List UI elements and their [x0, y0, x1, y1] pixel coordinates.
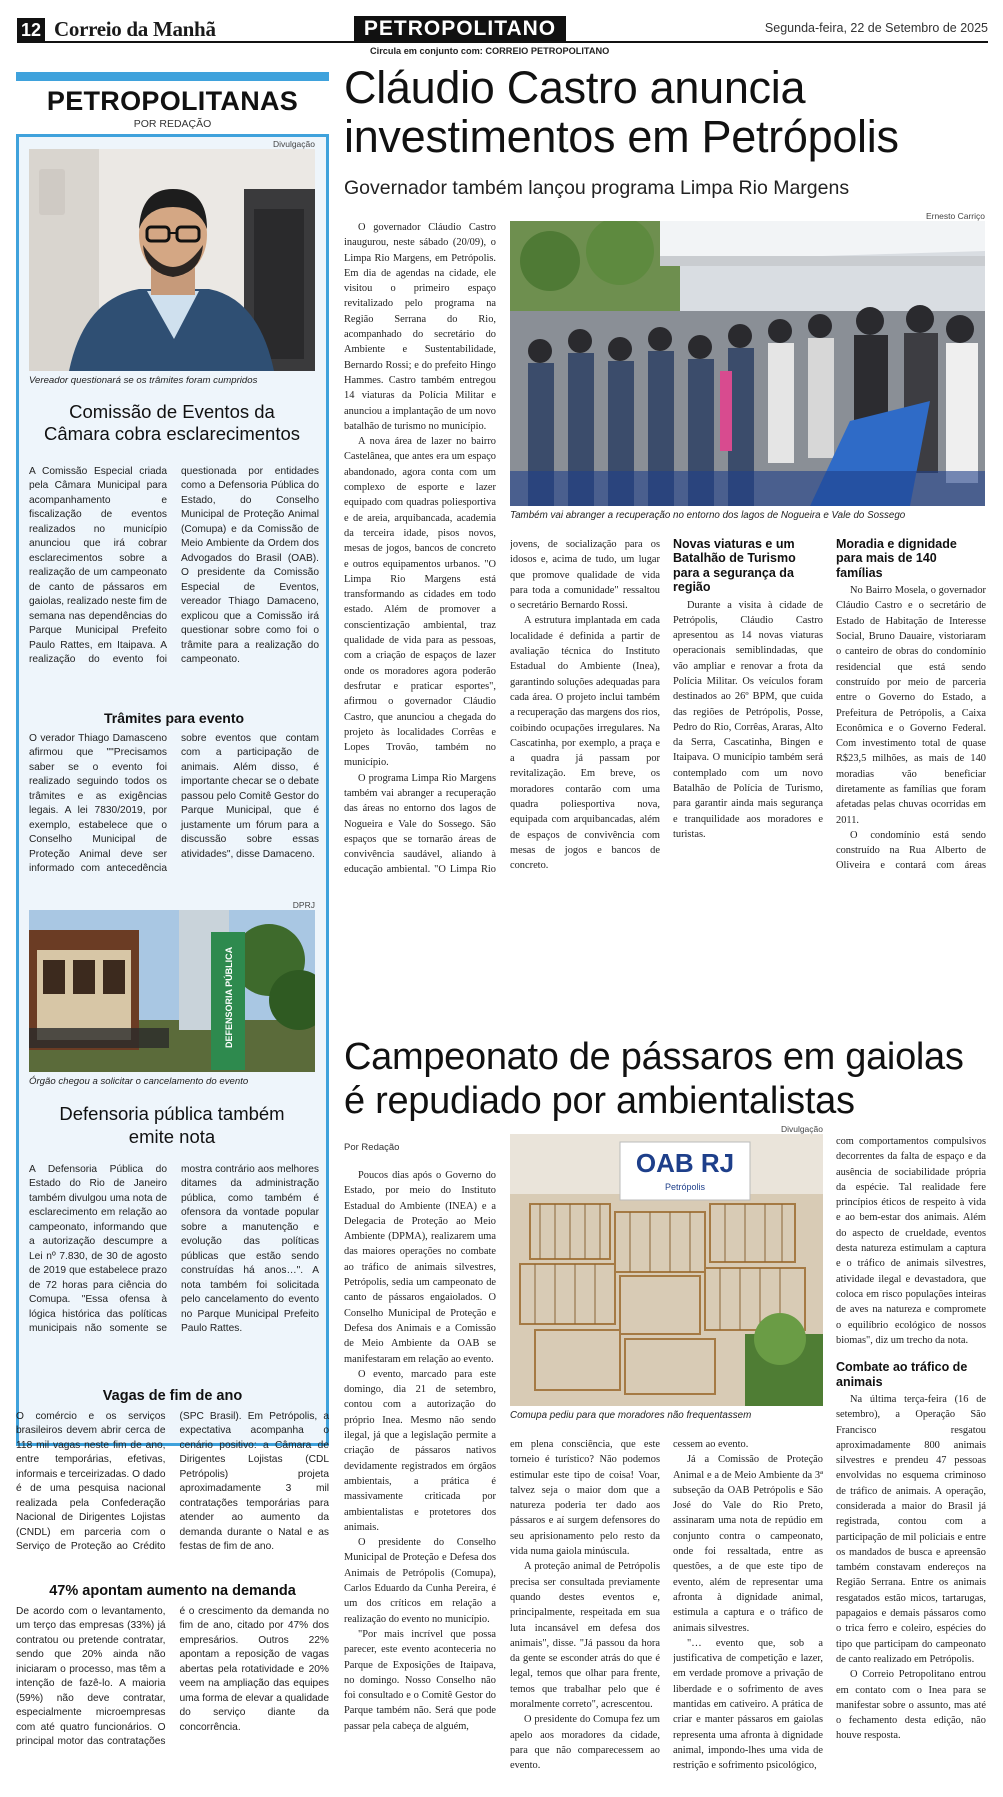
cages-photo	[510, 1134, 823, 1406]
sidebar	[16, 72, 329, 1785]
article-paragraph: "Por mais incrível que possa parecer, este evento aconteceria no Parque de Exposições de Itaipava, no domingo. Nosso Conselho não foi consultado e o Comitê Gestor do Parque também não. Será que pode passar pela cabeça de alguém,	[344, 1628, 496, 1732]
article-paragraph: O presidente do Conselho Municipal de Proteção e Defesa dos Animais de Petrópolis (Comupa), Carlos Eduardo da Cunha Pereira, é um dos críticos em relação a realização do evento no município.	[344, 1537, 496, 1625]
article-column	[836, 1134, 986, 1787]
article-subhead: Novas viaturas e um Batalhão de Turismo para a segurança da região	[673, 537, 796, 595]
story-paragraph: A Comissão Especial criada pela Câmara Municipal para acompanhamento e fiscalização de eventos realizados no município anunciou que irá cobrar esclarecimentos sobre a realização de um campeonato de canto de pássaros em gaiolas, realizado neste fim de semana nas dependências do Parque Municipal Prefeito Paulo Rattes, em Itaipava. A realização do evento foi questionada por entidades como a Defensoria Pública do Estado, do Conselho Municipal de Proteção Animal (Comupa) e da Comissão de Meio Ambiente da Ordem dos Advogados do Brasil (OAB). O presidente da Comissão Especial de Eventos, vereador Thiago Damaceno, explicou que a Comissão irá questionar sobre como foi o trâmite para a realização do campeonato.	[29, 466, 319, 666]
cages-illustration	[510, 1134, 823, 1406]
story-subhead: 47% apontam aumento na demanda	[49, 1583, 296, 1599]
article-subhead: Moradia e dignidade para mais de 140 famílias	[836, 537, 957, 580]
article-paragraph: O evento, marcado para este domingo, dia 21 de setembro, contou com a autorização do próprio Inea. Mesmo não sendo ilegal, já que a legislação permite a criação de pássaros nativos devidamente registrados em órgãos ambientais, a prática é massivamente criticada por ambientalistas e protetores dos animais.	[344, 1368, 496, 1533]
story-body	[29, 465, 319, 710]
photo-caption: Órgão chegou a solicitar o cancelamento do evento	[29, 1076, 249, 1087]
article-column	[510, 537, 660, 875]
sign-subtext: Petrópolis	[664, 1182, 706, 1192]
story-body	[16, 1410, 329, 1565]
article-column	[673, 1437, 823, 1787]
story-body	[29, 1163, 319, 1377]
second-byline: Por Redação	[344, 1142, 400, 1153]
councilman-photo	[29, 149, 315, 371]
story-headline: Comissão de Eventos da Câmara cobra esclarecimentos	[43, 401, 301, 445]
article-paragraph: Durante a visita à cidade de Petrópolis, Cláudio Castro apresentou as 14 novas viaturas operacionais semiblindadas, que vão ampliar e renovar a frota da Polícia Militar. Os veículos foram destinados ao 26º BPM, que cuida das regiões de Petrópolis, Posse, Pedro do Rio, Corrêas, Araras, Alto da Serra, Cascatinha, Bingen e Itaipava. O município também será contemplado com um novo Batalhão de Polícia de Turismo, para garantir ainda mais segurança e tranquilidade aos moradores e turistas.	[673, 599, 823, 840]
photo-credit: Divulgação	[780, 1124, 823, 1134]
article-subhead: Combate ao tráfico de animais	[836, 1360, 968, 1389]
article-column	[344, 1168, 496, 1786]
story-paragraph: De acordo com o levantamento, um terço das empresas (33%) já contratou ou pretende contratar, sendo que 20% ainda não iniciaram o processo, mas têm a intenção de fazê-lo. A maioria (59%) não deve contratar, especialmente microempresas com até quatro funcionários. O principal motor das contratações é o crescimento da demanda no fim de ano, citado por 47% dos empresários. Outros 22% apontam a reposição de vagas abertas pela rotatividade e 20% veem na ampliação das equipes uma forma de elevar a qualidade do serviço diante da concorrência.	[16, 1606, 329, 1748]
article-paragraph: Já a Comissão de Proteção Animal e a de Meio Ambiente da 3ª subseção da OAB Petrópolis e São José do Vale do Rio Preto, assinaram uma nota de repúdio em conjunto contra o campeonato, onde foi ressaltada, entre as questões, a de que este tipo de evento, além de representar uma afronta à dignidade animal, estimula a captura e o tráfico de animais silvestres.	[673, 1454, 823, 1634]
photo-caption: Vereador questionará se os trâmites foram cumpridos	[29, 375, 258, 386]
newspaper-name: Correio da Manhã	[54, 17, 216, 41]
article-paragraph: A nova área de lazer no bairro Castelânea, que antes era um espaço abandonado, agora conta com um complexo de esporte e lazer equipado com quadras poliesportiva e de areia, arquibancada, academia da terceira idade, pisos novos, mesas de jogos, bancos de concreto e outros equipamentos urbanos. "O Limpa Rio Margens está transformando as cidades em todo estado. Além de promover a conscientização ambiental, traz qualidade de vida para as pessoas, com a criação de espaços de lazer onde os moradores agora poderão desfrutar e praticar esportes", afirmou o governador Cláudio Castro, que anunciou a chegada do projeto às localidades Corrêas e Lopes Trovão, também no município.	[344, 436, 496, 769]
article-paragraph: com comportamentos compulsivos decorrentes da falta de espaço e da ausência de sociabilidade própria da espécie. Tal realidade fere princípios éticos de respeito à vida e ao bem-estar dos animais. Além do aspecto de crueldade, eventos desta natureza estimulam a captura e o tráfico de animais silvestres, atividade ilegal e devastadora, que coloca em risco populações inteiras de aves na natureza e compromete o equilíbrio ecológico de nossos biomas", diz um trecho da nota.	[836, 1136, 986, 1346]
article-column	[344, 220, 496, 875]
sidebar-title: PETROPOLITANAS	[46, 86, 299, 116]
article-column	[836, 537, 986, 875]
circulation-note	[370, 46, 609, 56]
circulation-name: CORREIO PETROPOLITANO	[485, 46, 610, 56]
photo-credit: Divulgação	[272, 139, 315, 149]
article-paragraph: Poucos dias após o Governo do Estado, por meio do Instituto Estadual do Ambiente (INEA) e a Delegacia de Proteção ao Meio Ambiente (DPMA), realizarem uma das maiores operações no combate ao tráfico de animais silvestres, Petrópolis, sedia um campeonato de canto de pássaros engaiolados. O Conselho Municipal de Proteção e Defesa dos Animais e a Comissão de Meio Ambiente da OAB se manifestaram em relação ao evento.	[344, 1170, 496, 1365]
sidebar-byline: POR REDAÇÃO	[133, 118, 212, 130]
article-paragraph: em plena consciência, que este torneio é turístico? Não podemos estimular este tipo de coisa! Voar, talvez seja o maior dom que a natureza poderia ter dado aos pássaros e aí surgem defensores do seu aprisionamento pelo resto da vida numa gaiola minúscula.	[510, 1439, 660, 1558]
councilman-illustration	[29, 149, 315, 371]
article-column	[673, 537, 823, 875]
event-photo	[510, 221, 985, 506]
main-deck: Governador também lançou programa Limpa Rio Margens	[344, 177, 850, 199]
main-headline: Cláudio Castro anuncia investimentos em Petrópolis	[344, 62, 899, 162]
story-headline: Defensoria pública também emite nota	[59, 1103, 285, 1148]
article-paragraph: O governador Cláudio Castro inaugurou, neste sábado (20/09), o Limpa Rio Margens, em Petrópolis. Em dia de agendas na cidade, ele visitou o primeiro espaço revitalizado pelo programa na Região Serrana do Rio, acompanhado do secretário do Ambiente e Sustentabilidade, Bernardo Rossi; e do prefeito Hingo Hammes. Castro também entregou 14 viaturas da Polícia Militar e anunciou a implantação de um novo batalhão de turismo no município.	[344, 222, 496, 432]
sign-text: DEFENSORIA PÚBLICA	[224, 946, 234, 1048]
article-paragraph: A estrutura implantada em cada localidade é definida a partir de avaliação técnica do Instituto Estadual do Ambiente (Inea), garantindo soluções adequadas para cada área. O projeto inclui também a recuperação das margens dos rios, coibindo ocupações irregulares. Na Cascatinha, por exemplo, a praça e a quadra já passam por revitalização. Em breve, os moradores contarão com uma quadra poliesportiva nova, equipada com arquibancadas, além de espaços de convivência com mesas de jogos e bancos de concreto.	[510, 615, 660, 872]
article-paragraph: jovens, de socialização para os idosos e, acima de tudo, um lugar que promove qualidade de vida para toda a comunidade" ressaltou o secretário Bernardo Rossi.	[510, 539, 660, 612]
page-header	[0, 0, 1003, 60]
article-paragraph: O condomínio está sendo construído na Rua Alberto de Oliveira e contará com áreas	[836, 829, 986, 872]
circulation-prefix: Circula em conjunto com:	[370, 46, 483, 56]
page-number: 12	[17, 18, 45, 42]
sidebar-top-bar	[16, 72, 329, 81]
article-paragraph: O Correio Petropolitano entrou em contato com o Inea para se manifestar sobre o assunto, mas até o fechamento desta edição, não houve resposta.	[836, 1669, 986, 1742]
article-paragraph: cessem ao evento.	[673, 1439, 749, 1450]
story-body	[29, 732, 319, 892]
story-body	[16, 1605, 329, 1780]
event-illustration	[510, 221, 985, 506]
second-headline: Campeonato de pássaros em gaiolas é repudiado por ambientalistas	[344, 1036, 964, 1122]
article-paragraph: O presidente do Comupa fez um apelo aos moradores da cidade, para que não comparecessem ao evento.	[510, 1714, 660, 1772]
header-rule	[17, 41, 988, 43]
defensoria-illustration	[29, 910, 315, 1072]
article-paragraph: No Bairro Mosela, o governador Cláudio Castro e o secretário de Estado de Habitação de Interesse Social, Bruno Dauaire, vistoriaram o canteiro de obras do condomínio residencial que está sendo construído por meio de parceria entre o Governo do Estado, a Prefeitura de Petrópolis, a Caixa Econômica e o Governo Federal. Com investimento total de quase R$23,5 milhões, as mais de 140 moradias vão beneficiar diretamente as famílias que foram afetadas pelas chuvas ocorridas em 2011.	[836, 585, 986, 826]
story-paragraph: O verador Thiago Damasceno afirmou que ""Precisamos saber se o evento foi realizado seguindo todos os trâmites e as exigências legais. A lei 7830/2019, por exemplo, estabelece que o Conselho Municipal de Proteção Animal deve ser informado com antecedência sobre eventos que contam com a participação de animais. Além disso, é importante checar se o debate passou pelo Comitê Gestor do Parque Municipal, que é justamente um fórum para a discussão sobre essas atividades", disse Damaceno.	[29, 733, 319, 875]
issue-date: Segunda-feira, 22 de Setembro de 2025	[764, 21, 988, 35]
photo-caption: Comupa pediu para que moradores não frequentassem	[510, 1410, 752, 1421]
sign-text: OAB RJ	[635, 1148, 735, 1178]
story-paragraph: O comércio e os serviços brasileiros devem abrir cerca de 118 mil vagas neste fim de ano, entre temporárias, efetivas, informais e terceirizadas. O dado é de uma pesquisa nacional realizada pela Confederação Nacional de Dirigentes Lojistas (CNDL) em parceria com o Serviço de Proteção ao Crédito (SPC Brasil). Em Petrópolis, a expectativa acompanha o cenário positivo: a Câmara de Dirigentes Lojistas (CDL Petrópolis) projeta aproximadamente 3 mil contratações temporárias para atender ao aumento da demanda durante o Natal e as festas de fim de ano.	[16, 1411, 329, 1553]
sidebar-frame	[16, 134, 329, 1446]
story-headline: Vagas de fim de ano	[102, 1388, 243, 1404]
photo-credit: DPRJ	[292, 900, 315, 910]
article-paragraph: A proteção animal de Petrópolis precisa ser consultada previamente quando destes eventos e, principalmente, respeitada em sua luta incansável em defesa dos animais", disse. "Já passou da hora da gente se esconder atrás do que é legal, temos que olhar para frente, temos que trabalhar pelo que é moralmente correto", acrescentou.	[510, 1561, 660, 1711]
section-label: PETROPOLITANO	[354, 16, 566, 42]
article-column	[510, 1437, 660, 1787]
photo-credit: Ernesto Carriço	[925, 211, 985, 221]
article-paragraph: "… evento que, sob a justificativa de competição e lazer, em verdade promove a privação de liberdade e o sofrimento de aves mantidas em cativeiro. A prática de criar e manter pássaros em gaiolas representa uma afronta à dignidade animal, impondo-lhes uma vida de restrição e sofrimento psicológico,	[673, 1637, 823, 1772]
story-subhead: Trâmites para evento	[103, 710, 245, 726]
article-paragraph: O programa Limpa Rio Margens também vai abranger a recuperação das áreas no entorno dos lagos de Nogueira e Vale do Sossego. São espaços que se tornarão áreas de convivência saudável, aliando à educação ambiental. "O Limpa Rio	[344, 772, 496, 875]
article-paragraph: Na última terça-feira (16 de setembro), a Operação São Francisco resgatou aproximadamente 800 animais silvestres e prendeu 47 pessoas envolvidas no esquema criminoso de tráfico de animais. A operação, considerada a maior do Brasil já registrada, contou com a participação de mil policiais e entre os mandados de busca e apreensão também constavam endereços na Região Serrana. Entre os animais resgatados estão micos, tartarugas, papagaios e demais pássaros como o trica ferro e coleiro, espécies do tipo que participam do campeonato de canto realizado em Petrópolis.	[836, 1393, 986, 1665]
photo-caption: Também vai abranger a recuperação no entorno dos lagos de Nogueira e Vale do Sossego	[510, 510, 906, 521]
defensoria-photo	[29, 910, 315, 1072]
story-paragraph: A Defensoria Pública do Estado do Rio de Janeiro também divulgou uma nota de esclarecimento em relação ao campeonato, informando que a autorização descumpre a Lei nº 7.830, de 30 de agosto de 2019 que estabelece prazo de 72 horas para ciência do Comupa. "Essa ofensa à lógica histórica das políticas municipais não somente se mostra contrário aos melhores ditames da administração pública, como também é ofensora da vontade popular sobre a manutenção e evolução das políticas públicas que estão sendo construídas há anos…". A nota também foi solicitada pelo cancelamento do evento no Parque Municipal Prefeito Paulo Rattes.	[29, 1164, 319, 1335]
